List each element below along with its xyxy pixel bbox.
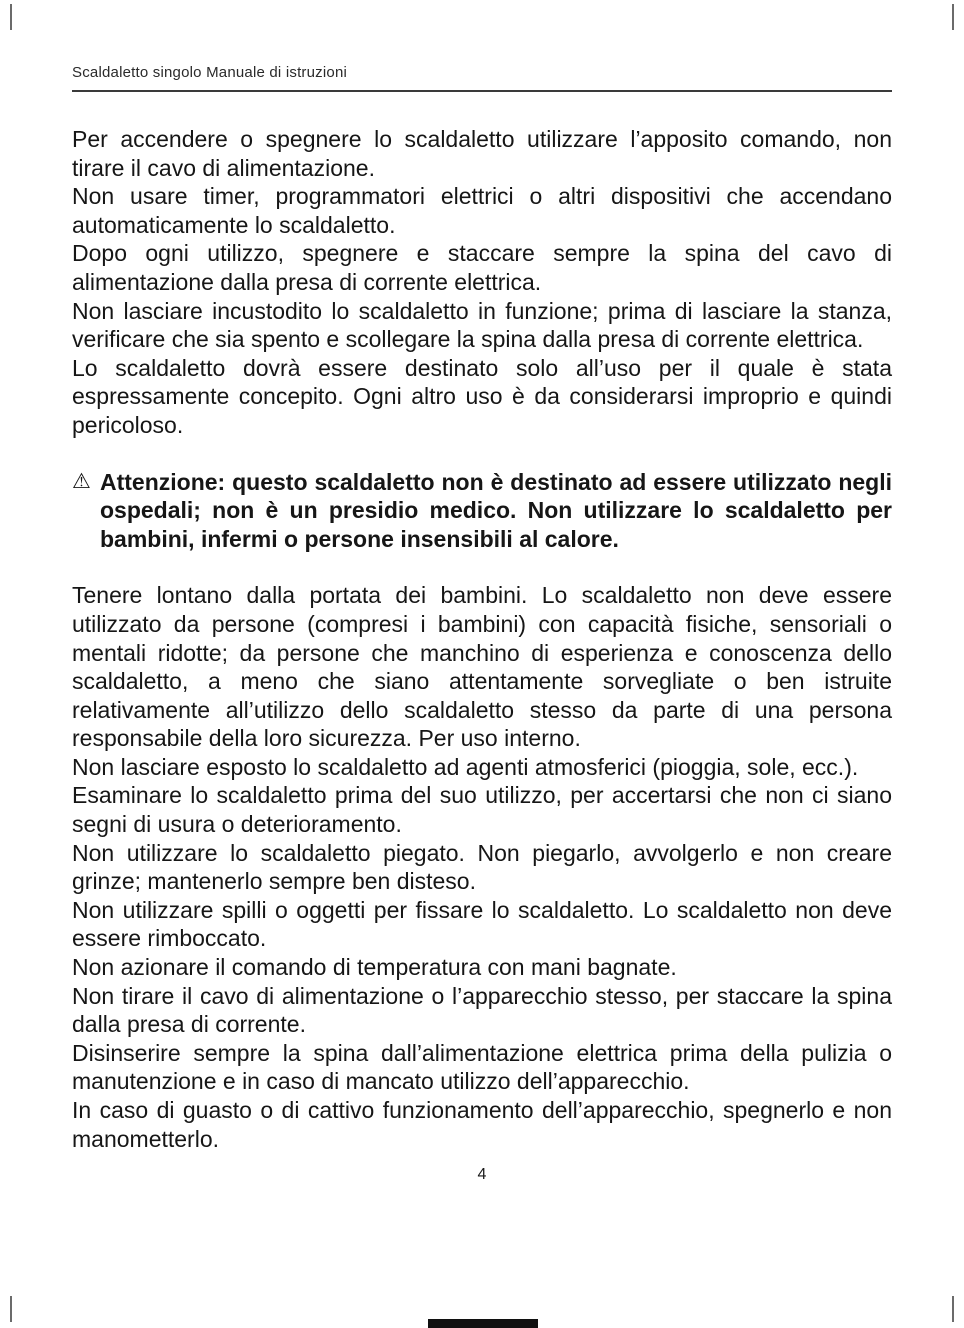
warning-block: [72, 468, 892, 554]
header-rule: [72, 90, 892, 92]
paragraph: Tenere lontano dalla portata dei bambini. Lo scaldaletto non deve essere utilizzato da persone (compresi i bambini) con capacità fisiche, sensoriali o mentali ridotte; da persone che manchino di esperienza e conoscenza dello scaldaletto, a meno che siano attentamente sorvegliate o ben istruite relativamente all’utilizzo dello scaldaletto stesso da parte di una persona responsabile della loro sicurezza. Per uso interno.: [72, 582, 892, 752]
crop-mark-top-right: [952, 4, 954, 30]
paragraph: Non utilizzare spilli o oggetti per fissare lo scaldaletto. Lo scaldaletto non deve essere rimboccato.: [72, 896, 892, 952]
body-text: [72, 125, 892, 1153]
crop-mark-top-left: [10, 4, 12, 30]
paragraph: Non azionare il comando di temperatura con mani bagnate.: [72, 954, 677, 981]
paragraph: Disinserire sempre la spina dall’alimentazione elettrica prima della pulizia o manutenzione e in caso di mancato utilizzo dell’apparecchio.: [72, 1039, 892, 1095]
paragraph: In caso di guasto o di cattivo funzionamento dell’apparecchio, spegnerlo e non manometterlo.: [72, 1097, 892, 1152]
warning-text: Attenzione: questo scaldaletto non è destinato ad essere utilizzato negli ospedali; non è un presidio medico. Non utilizzare lo scaldaletto per bambini, infermi o persone insensibili al calore.: [100, 468, 892, 552]
paragraph: Non lasciare esposto lo scaldaletto ad agenti atmosferici (pioggia, sole, ecc.).: [72, 753, 859, 780]
paragraph: Non utilizzare lo scaldaletto piegato. Non piegarlo, avvolgerlo e non creare grinze; mantenerlo sempre ben disteso.: [72, 839, 892, 895]
paragraph: Dopo ogni utilizzo, spegnere e staccare sempre la spina del cavo di alimentazione dalla presa di corrente elettrica.: [72, 240, 892, 295]
paragraph: Lo scaldaletto dovrà essere destinato solo all’uso per il quale è stata espressamente concepito. Ogni altro uso è da considerarsi improprio e quindi pericoloso.: [72, 354, 892, 438]
paragraph: Non tirare il cavo di alimentazione o l’apparecchio stesso, per staccare la spina dalla presa di corrente.: [72, 982, 892, 1038]
running-header-title: Scaldaletto singolo Manuale di istruzioni: [72, 64, 348, 81]
paragraph: Esaminare lo scaldaletto prima del suo utilizzo, per accertarsi che non ci siano segni di usura o deterioramento.: [72, 782, 892, 838]
page-number: 4: [477, 1166, 487, 1184]
paragraph: Non lasciare incustodito lo scaldaletto in funzione; prima di lasciare la stanza, verificare che sia spento e scollegare la spina dalla presa di corrente elettrica.: [72, 297, 892, 353]
warning-triangle-icon: ⚠: [72, 469, 91, 493]
crop-mark-bottom-left: [10, 1296, 12, 1322]
paragraph: Per accendere o spegnere lo scaldaletto utilizzare l’apposito comando, non tirare il cavo di alimentazione.: [72, 126, 892, 181]
registration-bar: [428, 1319, 538, 1328]
page-header: [72, 64, 892, 92]
crop-mark-bottom-right: [952, 1296, 954, 1322]
paragraph: Non usare timer, programmatori elettrici o altri dispositivi che accendano automaticamente lo scaldaletto.: [72, 183, 892, 238]
